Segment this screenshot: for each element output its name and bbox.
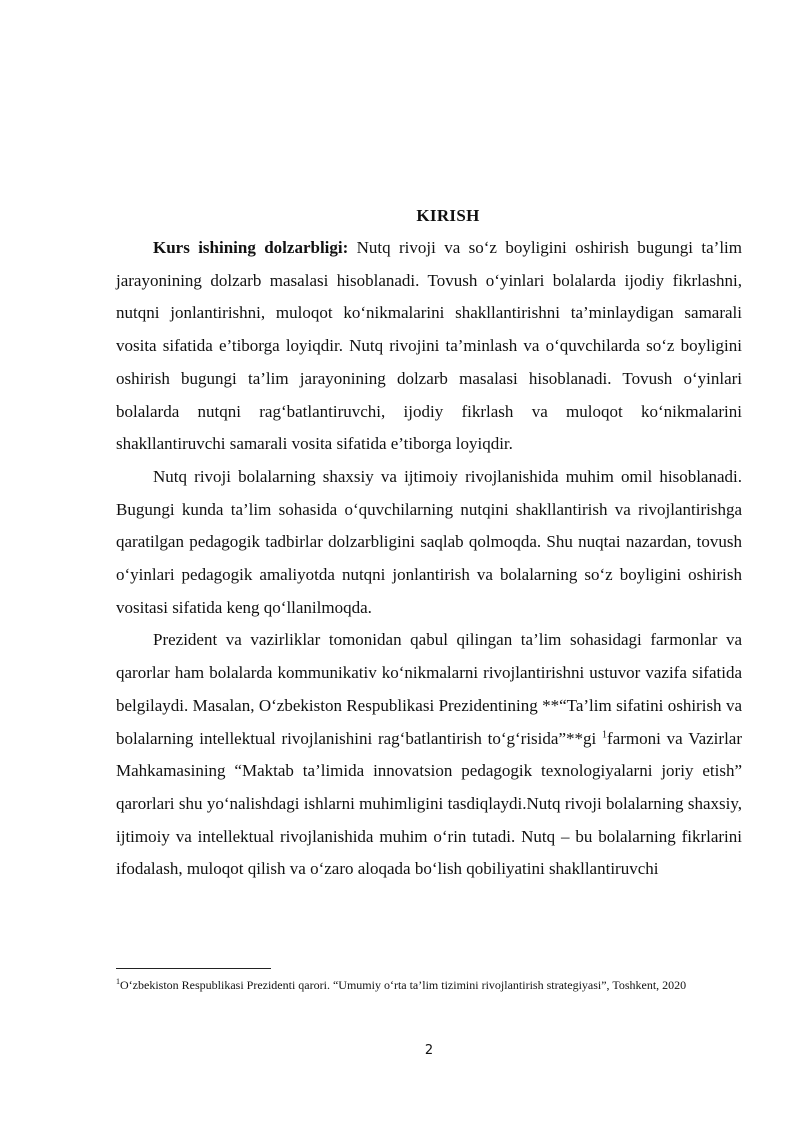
footnote-text: O‘zbekiston Respublikasi Prezidenti qarori. “Umumiy o‘rta ta’lim tizimini rivojlantirish strategiyasi”, Toshkent, 2020 (120, 978, 687, 992)
paragraph-3 (116, 624, 742, 886)
paragraph-2: Nutq rivoji bolalarning shaxsiy va ijtimoiy rivojlanishida muhim omil hisoblanadi. Bugungi kunda ta’lim sohasida o‘quvchilarning nutqini shakllantirish va rivojlantirishga qaratilgan pedagogik tadbirlar dolzarbligini saqlab qolmoqda. Shu nuqtai nazardan, tovush o‘yinlari pedagogik amaliyotda nutqni jonlantirish va bolalarning so‘z boyligini oshirish vositasi sifatida keng qo‘llanilmoqda. (116, 466, 742, 617)
paragraph-3-text-b: farmoni va Vazirlar Mahkamasining “Maktab ta’limida innovatsion pedagogik texnologiyalarni joriy etish” qarorlari shu yo‘nalishdagi ishlarni muhimligini tasdiqlaydi.Nutq rivoji bolalarning shaxsiy, ijtimoiy va intellektual rivojlanishida muhim o‘rin tutadi. Nutq – bu bolalarning fikrlarini ifodalash, muloqot qilish va o‘zaro aloqada bo‘lish qobiliyatini shakllantiruvchi (116, 728, 742, 879)
paragraph-1-text: Nutq rivoji va so‘z boyligini oshirish bugungi ta’lim jarayonining dolzarb masalasi hisoblanadi. Tovush o‘yinlari bolalarda ijodiy fikrlashni, nutqni jonlantirishni, muloqot ko‘nikmalarini shakllantirishni ta’minlaydigan samarali vosita sifatida e’tiborga loyiqdir. Nutq rivojini ta’minlash va o‘quvchilarda so‘z boyligini oshirish bugungi ta’lim jarayonining dolzarb masalasi hisoblanadi. Tovush o‘yinlari bolalarda nutqni rag‘batlantiruvchi, ijodiy fikrlash va muloqot ko‘nikmalarini shakllantiruvchi samarali vosita sifatida e’tiborga loyiqdir. (116, 238, 742, 454)
paragraph-3-text-a: Prezident va vazirliklar tomonidan qabul qilingan ta’lim sohasidagi farmonlar va qarorlar ham bolalarda kommunikativ ko‘nikmalarni rivojlantirishni ustuvor vazifa sifatida belgilaydi. Masalan, O‘zbekiston Respublikasi Prezidentining **“Ta’lim sifatini oshirish va bolalarning intellektual rivojlanishini rag‘batlantirish to‘g‘risida”**gi (116, 630, 742, 748)
lead-phrase: Kurs ishining dolzarbligi: (153, 238, 349, 257)
footnote-marker: 1 (116, 977, 120, 986)
page-number: 2 (424, 1043, 434, 1058)
body-text (116, 232, 742, 886)
footnote-reference[interactable]: 1 (602, 728, 608, 740)
footnote (116, 973, 742, 997)
section-heading: KIRISH (416, 206, 480, 225)
footnote-separator (116, 968, 271, 969)
paragraph-1 (116, 232, 742, 461)
